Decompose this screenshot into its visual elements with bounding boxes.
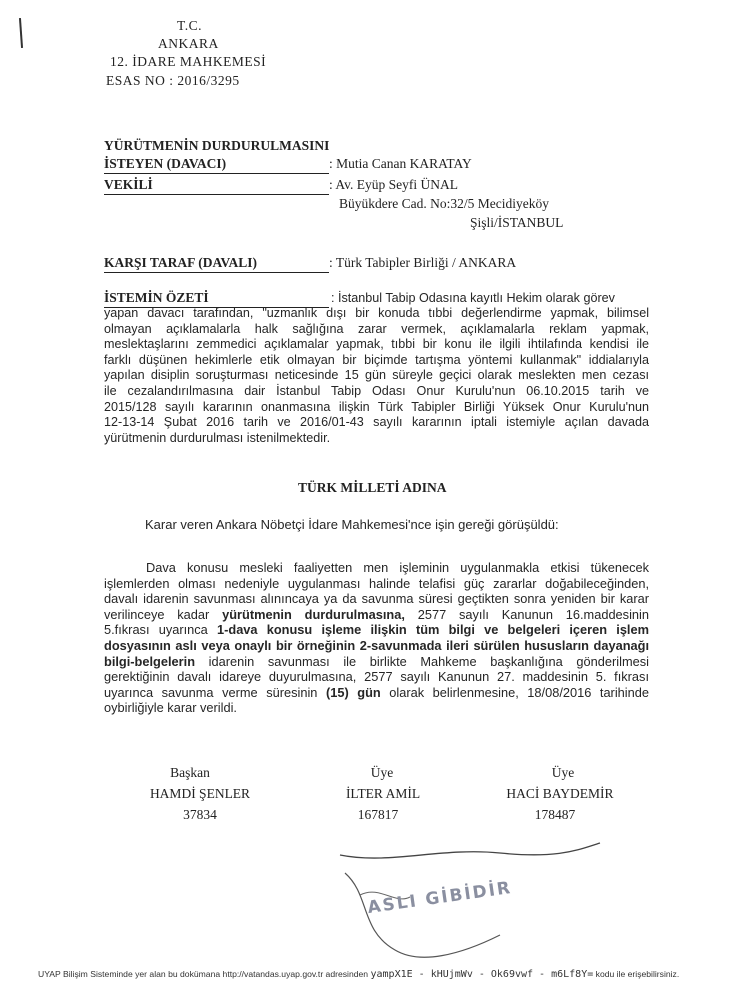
case-label: ESAS NO : [106,73,174,88]
signature-stroke [340,843,600,858]
summary-line: ile cezalandırılmasına dair İstanbul Tabip Odası Onur Kurulu'nun 06.10.2015 tarih ve [104,383,649,398]
summary-body [104,306,649,446]
signature-president [135,765,265,823]
signature-number: 167817 [357,807,399,822]
decision-title: TÜRK MİLLETİ ADINA [298,480,447,495]
attorney-address-line1: Büyükdere Cad. No:32/5 Mecidiyeköy [339,196,549,211]
stamp-text: ASLI GİBİDİR [366,877,514,919]
signature-role: Başkan [170,765,210,780]
defendant-label: KARŞI TARAF (DAVALI) [104,255,329,273]
signature-name: HACİ BAYDEMİR [506,786,614,801]
summary-line: farklı düşünen hekimlerle etik olmayan bir biçimde tartışma yöntemi kullanmak" iddialarıyla [104,352,649,367]
decision-line-9 [104,685,649,701]
signature-name: İLTER AMİL [345,786,421,801]
decision-bold-text: yürütmenin durdurulmasına, [222,606,405,622]
decision-line-4 [104,607,649,623]
footer-text: kodu ile erişebilirsiniz. [595,969,680,979]
decision-line-7 [104,654,649,670]
decision-bold-text: bilgi-belgelerin [104,653,196,669]
summary-line: yürütmenin durdurulması istenilmektedir. [104,430,331,445]
footer-code: yampX1E - kHUjmWv - Ok69vwf - m6Lf8Y= [370,969,594,980]
signature-name: HAMDİ ŞENLER [149,786,251,801]
summary-line: olmayan açıklamalarla halk sağlığına zarar vermek, açıklamalarla reklam yapmak, [104,321,649,336]
attorney-label: VEKİLİ [104,177,329,195]
decision-bold-text: (15) gün [325,684,381,700]
plaintiff-value: : Mutia Canan KARATAY [329,156,472,171]
signature-member-1 [318,765,448,823]
decision-line-8: gerektiğinin davalı idareye duyurulmasına, 2577 sayılı Kanunun 27. maddesinin 5. fıkrası [104,669,649,685]
defendant-value: : Türk Tabipler Birliği / ANKARA [329,255,517,270]
summary-line: yapılan disiplin soruşturması neticesinde 15 gün süreyle geçici olarak meslekten men cezası [104,368,649,383]
case-number: 2016/3295 [177,73,240,88]
summary-label: İSTEMİN ÖZETİ [104,290,329,308]
summary-first-line: : İstanbul Tabip Odasına kayıtlı Hekim olarak görev [331,291,615,305]
scan-mark [19,18,23,48]
attorney-address-line2: Şişli/İSTANBUL [470,215,564,230]
header-city: ANKARA [158,36,219,51]
decision-line-5 [104,622,649,638]
decision-line-1: Dava konusu mesleki faaliyetten men işleminin uygulanmakla etkisi tükenecek [146,560,649,575]
footer [38,969,679,980]
decision-bold-text: dosyasının aslı veya onaylı bir örneğinin 2-savunmada ileri sürülen hususların dayanağı [104,637,649,653]
decision-body [104,560,649,716]
decision-text: verilinceye kadar [104,606,210,622]
decision-text: uyarınca savunma verme süresinin [104,684,318,700]
decision-line-2: işlemlerden olması nedeniyle uygulanması halinde telafisi güç zararlar doğabileceğinden, [104,575,649,591]
decision-bold-text: 1-dava konusu işleme ilişkin tüm bilgi ve belgeleri içeren işlem [217,622,649,638]
summary-line: 12-13-14 Şubat 2016 tarih ve 2016/01-43 sayılı kararının iptali istemiyle açılan davada [104,415,649,430]
footer-text: UYAP Bilişim Sisteminde yer alan bu dokümana http://vatandas.uyap.gov.tr adresinden [38,969,369,979]
header-court: 12. İDARE MAHKEMESİ [110,54,267,69]
attorney-value: : Av. Eyüp Seyfi ÜNAL [329,177,458,192]
signature-member-2 [495,765,625,823]
summary-line: yapan davacı tarafından, "uzmanlık dışı bir konuda tıbbi değerlendirme yapmak, bilimsel [104,306,649,320]
plaintiff-label: İSTEYEN (DAVACI) [104,156,329,174]
decision-text: idarenin savunması ile birlikte Mahkeme başkanlığına gönderilmesi [208,653,649,669]
signature-role: Üye [551,765,575,780]
summary-line: 2015/128 sayılı kararının onanmasına ilişkin Türk Tabipler Birliği Yüksek Onur Kurulu'nun [104,399,649,414]
decision-text: 5.fıkrası uyarınca [104,622,208,638]
header-country: T.C. [177,18,202,33]
decision-text: olarak belirlenmesine, 18/08/2016 tarihinde [389,684,649,700]
decision-line-10: oybirliğiyle karar verildi. [104,700,237,716]
decision-line-6 [104,638,649,654]
signature-role: Üye [370,765,394,780]
signature-number: 178487 [534,807,576,822]
decision-line-3: davalı idarenin savunması alınıncaya ya da savunma süresi geçtikten sonra yeniden bir karar [104,591,649,607]
signature-number: 37834 [183,807,217,822]
summary-line: meslektaşlarını zemmedici açıklamalar yapmak, tıbbi bir konu ile ilgili ihtilafında kendisi ile [104,337,649,352]
header-case [106,73,240,89]
decision-intro: Karar veren Ankara Nöbetçi İdare Mahkemesi'nce işin gereği görüşüldü: [145,517,559,532]
decision-text: 2577 sayılı Kanunun 16.maddesinin [417,606,649,622]
parties-heading: YÜRÜTMENİN DURDURULMASINI [104,138,330,153]
